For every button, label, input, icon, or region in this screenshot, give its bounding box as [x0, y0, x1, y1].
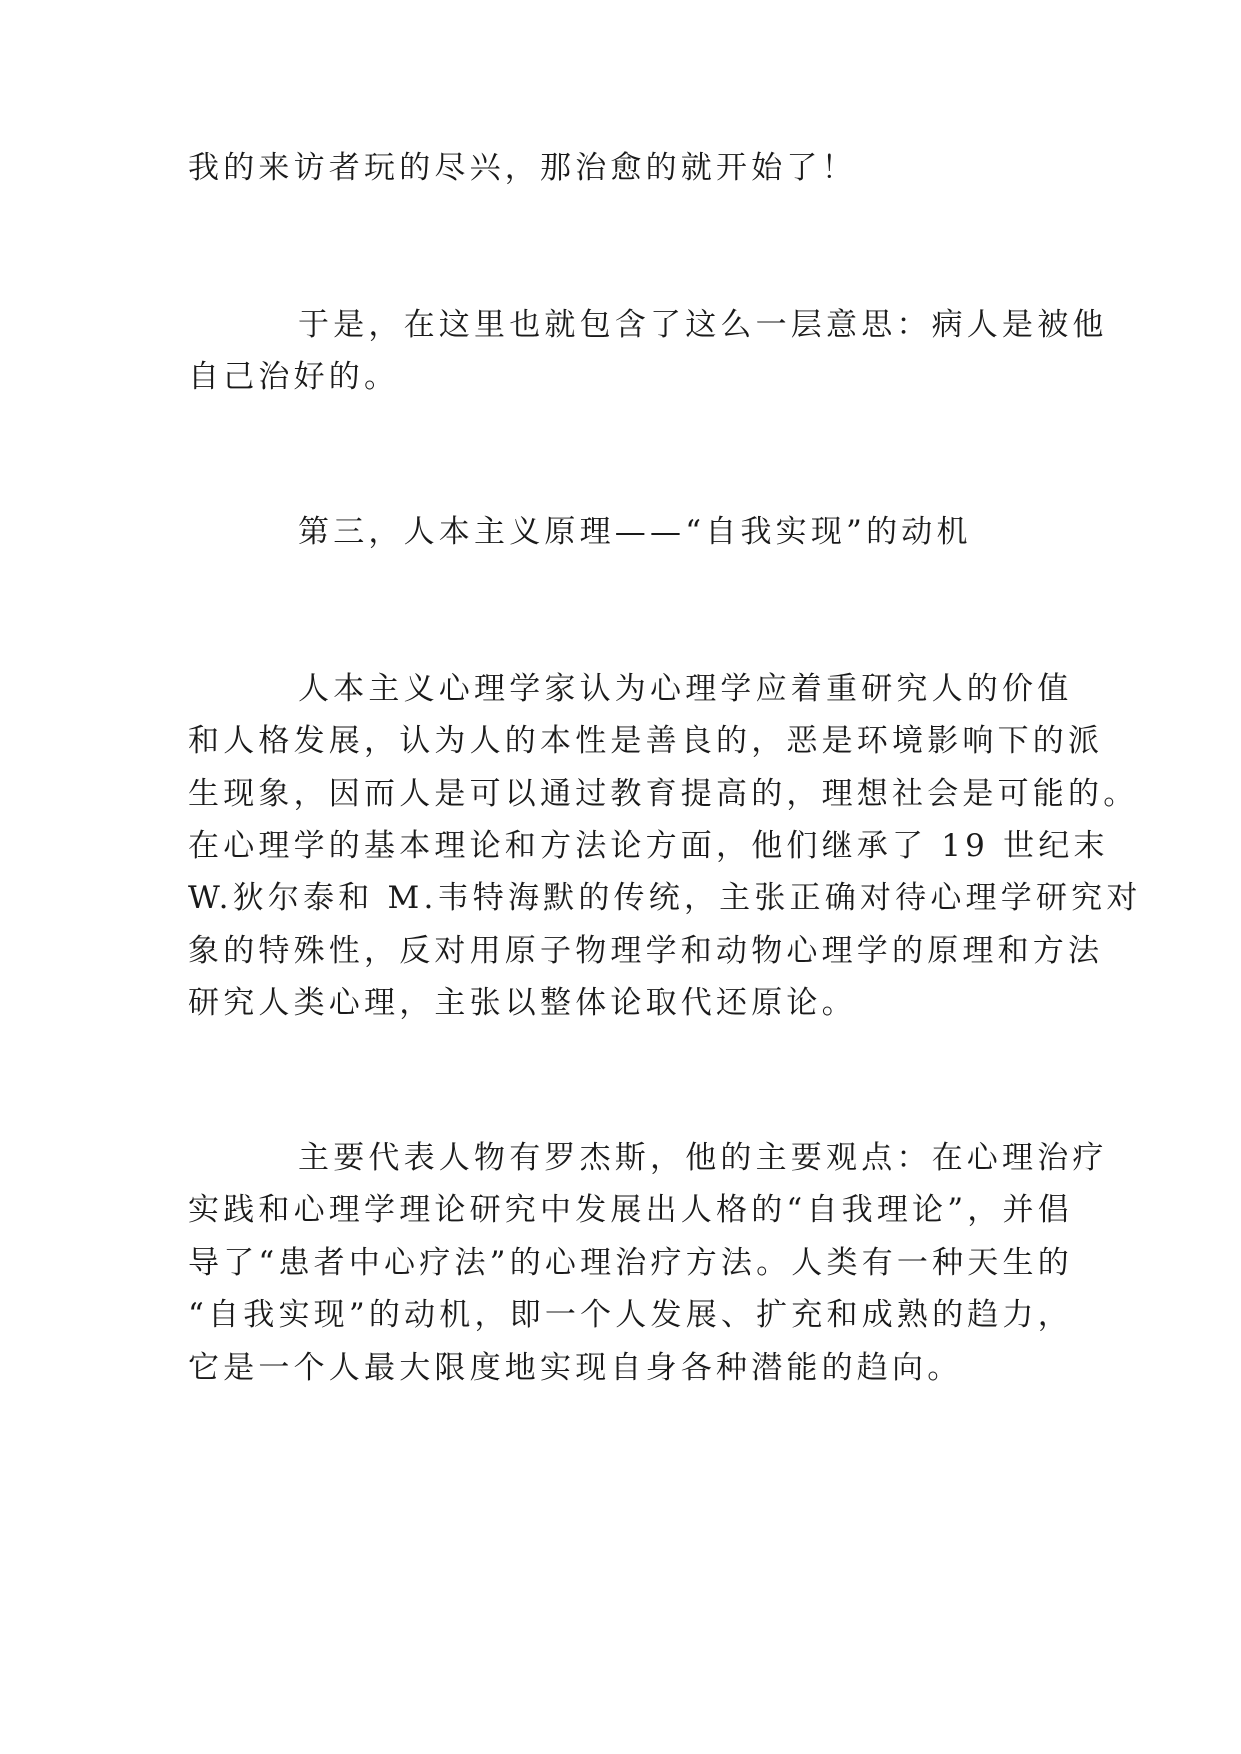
paragraph-line: W.狄尔泰和 M.韦特海默的传统，主张正确对待心理学研究对 — [188, 880, 1142, 916]
paragraph-line: “自我实现”的动机，即一个人发展、扩充和成熟的趋力， — [188, 1297, 1073, 1333]
paragraph-line: 研究人类心理，主张以整体论取代还原论。 — [188, 985, 857, 1021]
paragraph-line: 实践和心理学理论研究中发展出人格的“自我理论”，并倡 — [188, 1192, 1073, 1228]
paragraph-line: 象的特殊性，反对用原子物理学和动物心理学的原理和方法 — [188, 933, 1104, 969]
paragraph-line: 人本主义心理学家认为心理学应着重研究人的价值 — [298, 671, 1073, 707]
paragraph-line: 主要代表人物有罗杰斯，他的主要观点：在心理治疗 — [298, 1140, 1108, 1176]
paragraph-line: 我的来访者玩的尽兴，那治愈的就开始了！ — [188, 150, 857, 186]
paragraph-line: 导了“患者中心疗法”的心理治疗方法。人类有一种天生的 — [188, 1245, 1073, 1281]
paragraph-line: 它是一个人最大限度地实现自身各种潜能的趋向。 — [188, 1350, 963, 1386]
paragraph-line: 生现象，因而人是可以通过教育提高的，理想社会是可能的。 — [188, 776, 1139, 812]
paragraph-line: 在心理学的基本理论和方法论方面，他们继承了 19 世纪末 — [188, 828, 1109, 864]
paragraph-line: 于是，在这里也就包含了这么一层意思：病人是被他 — [298, 307, 1108, 343]
paragraph-line: 自己治好的。 — [188, 359, 400, 395]
section-heading: 第三，人本主义原理——“自我实现”的动机 — [298, 514, 972, 550]
paragraph-line: 和人格发展，认为人的本性是善良的，恶是环境影响下的派 — [188, 723, 1104, 759]
